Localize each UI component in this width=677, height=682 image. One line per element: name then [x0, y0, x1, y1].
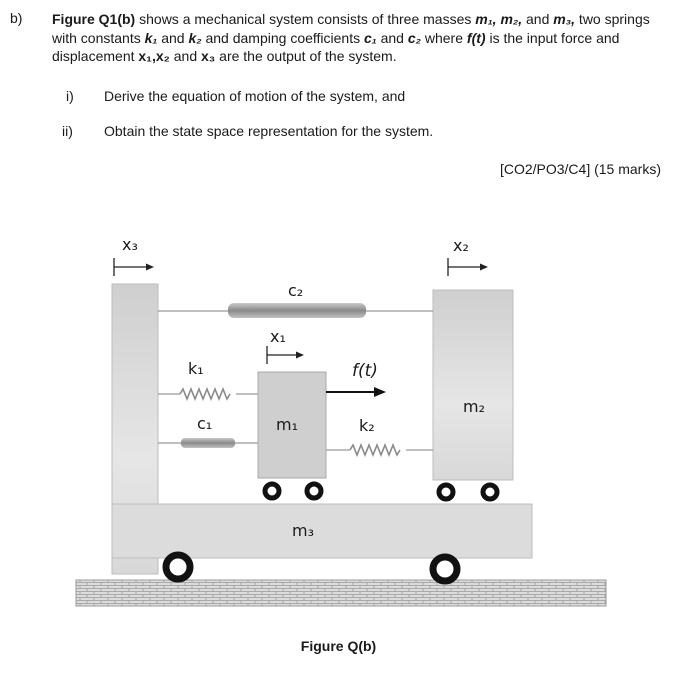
spring-k2-symbol: k₂: [188, 29, 202, 46]
label-x2: x₂: [453, 236, 469, 255]
displacement-x2-symbol: x₂: [155, 48, 170, 64]
intro-text: and damping coefficients: [201, 29, 364, 46]
label-c2: c₂: [288, 281, 304, 300]
displacement-x1-symbol: x₁,: [138, 48, 156, 64]
label-k2: k₂: [359, 416, 375, 435]
label-force: f(t): [352, 361, 378, 381]
displacement-x3-symbol: x₃: [201, 48, 216, 64]
label-x1: x₁: [270, 327, 286, 346]
intro-text: and: [157, 29, 189, 46]
wheel-m1-right: [307, 484, 321, 498]
wheel-m2-right: [483, 485, 497, 499]
intro-text: shows a mechanical system consists of three masses: [135, 11, 476, 27]
item-2-number: ii): [62, 123, 73, 139]
damper-c1: [181, 438, 235, 448]
arrow-x1: [267, 346, 304, 364]
arrow-x3: [114, 258, 154, 276]
damper-c1-symbol: c₁: [364, 29, 377, 46]
label-m3: m₃: [292, 521, 314, 540]
wheel-m3-left: [166, 555, 190, 579]
intro-text: two springs with constants: [52, 11, 650, 46]
spring-k1-symbol: k₁: [144, 29, 158, 46]
wheel-m2-left: [439, 485, 453, 499]
wheel-m3-right: [433, 557, 457, 581]
damper-c2-symbol: c₂: [407, 29, 421, 46]
intro-text: and: [376, 29, 408, 46]
label-k1: k₁: [188, 359, 204, 378]
mass-m1-symbol: m₁,: [475, 11, 497, 27]
damper-c2: [228, 303, 366, 318]
mass-m3-base: [112, 504, 532, 558]
mass-m2-symbol: m₂,: [500, 11, 523, 27]
label-m1: m₁: [276, 415, 298, 434]
intro-text: and: [169, 48, 202, 64]
label-c1: c₁: [197, 414, 213, 433]
spring-k2: [350, 445, 400, 455]
item-1-number: i): [66, 88, 74, 104]
label-m2: m₂: [463, 397, 485, 416]
wheel-m1-left: [265, 484, 279, 498]
force-symbol: f(t): [466, 29, 486, 46]
label-x3: x₃: [122, 235, 138, 254]
mass-m3-symbol: m₃,: [553, 11, 576, 27]
mass-m2-block: [433, 290, 513, 480]
ground: [76, 580, 606, 606]
figure-caption: Figure Q(b): [300, 638, 377, 654]
figure-ref: Figure Q1(b): [52, 11, 136, 27]
arrow-x2: [448, 258, 488, 276]
intro-text: is the input force and displacement: [52, 29, 620, 64]
force-arrow: [326, 387, 386, 397]
intro-text: where: [420, 29, 467, 46]
question-label: b): [10, 10, 23, 26]
item-1-text: Derive the equation of motion of the system, and: [104, 88, 406, 104]
marks-allocation: [CO2/PO3/C4] (15 marks): [499, 161, 661, 177]
item-2-text: Obtain the state space representation for the system.: [104, 123, 434, 139]
spring-k1: [180, 389, 230, 399]
intro-text: are the output of the system.: [215, 48, 397, 64]
intro-text: and: [522, 11, 554, 27]
